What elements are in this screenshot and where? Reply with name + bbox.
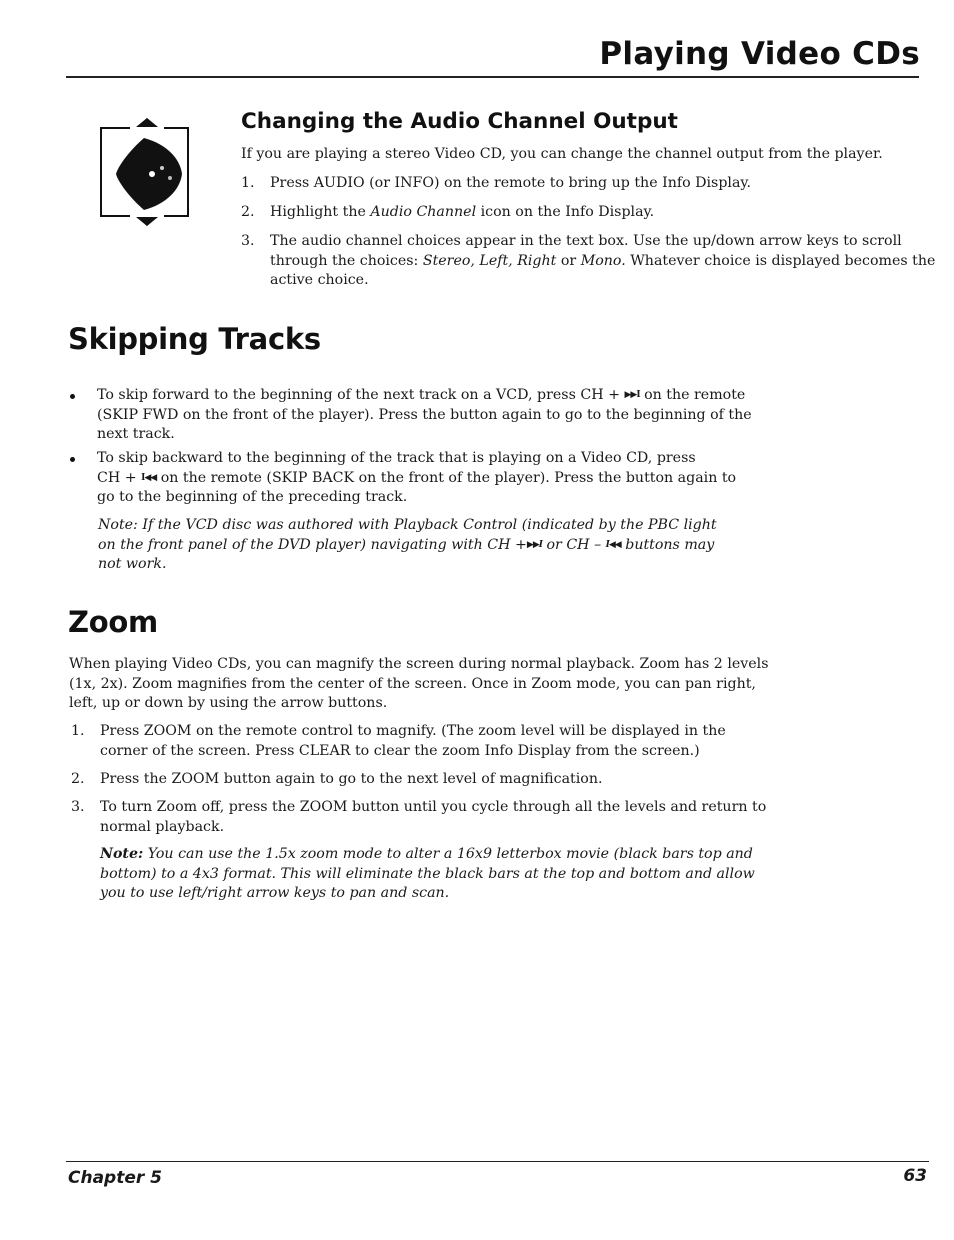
step-text: Highlight the [270, 204, 371, 220]
intro-line: When playing Video CDs, you can magnify the screen during normal playback. Zoom has 2 levels [69, 656, 769, 672]
step-text-line: The audio channel choices appear in the text box. Use the up/down arrow keys to scroll [270, 233, 902, 249]
audio-channel-term: Audio Channel [370, 204, 477, 220]
intro-line: (1x, 2x). Zoom magnifies from the center of the screen. Once in Zoom mode, you can pan right, [69, 675, 756, 692]
note-line: bottom) to a 4x3 format. This will eliminate the black bars at the top and bottom and allow [100, 865, 755, 882]
zoom-note [100, 845, 760, 904]
step-text-line: active choice. [270, 272, 369, 288]
bullet-text-line: To skip forward to the beginning of the next track on a VCD, press CH + ▶▶I on the remote [97, 387, 746, 403]
note-line: Note: You can use the 1.5x zoom mode to alter a 16x9 letterbox movie (black bars top and [100, 846, 753, 862]
step-text-line: Press ZOOM on the remote control to magnify. (The zoom level will be displayed in the [100, 723, 726, 739]
header-rule [66, 76, 919, 78]
step-text-line: To turn Zoom off, press the ZOOM button until you cycle through all the levels and return to [100, 799, 767, 815]
step-number: 1. [71, 723, 85, 739]
bullet-text-line: next track. [97, 426, 175, 442]
bullet-text-line: To skip backward to the beginning of the track that is playing on a Video CD, press [97, 450, 696, 466]
bullet-dot [70, 457, 75, 462]
step-number: 3. [241, 233, 255, 249]
footer-rule [66, 1161, 929, 1162]
note-line: on the front panel of the DVD player) navigating with CH +▶▶I or CH – I◀◀ buttons may [98, 536, 715, 553]
step-number: 2. [71, 771, 85, 787]
step-text-line: normal playback. [100, 818, 225, 835]
skip-back-icon: I◀◀ [605, 539, 621, 550]
step-number: 2. [241, 204, 255, 220]
footer-page-number: 63 [903, 1166, 927, 1186]
step-text-line: corner of the screen. Press CLEAR to clear the zoom Info Display from the screen.) [100, 742, 700, 759]
step-text-line: through the choices: Stereo, Left, Right or Mono. Whatever choice is displayed becomes the [270, 252, 936, 269]
skip-forward-icon: ▶▶I [624, 390, 640, 400]
page-header-title: Playing Video CDs [599, 36, 920, 72]
step-number: 1. [241, 175, 255, 191]
zoom-intro [69, 655, 769, 714]
step-number: 3. [71, 799, 85, 815]
audio-channel-icon [100, 116, 188, 216]
bullet-text-line: CH + I◀◀ on the remote (SKIP BACK on the front of the player). Press the button again to [97, 469, 737, 486]
step-text: icon on the Info Display. [476, 204, 655, 220]
section-heading-audio: Changing the Audio Channel Output [241, 109, 678, 134]
bullet-dot [70, 394, 75, 399]
note-line: Note: If the VCD disc was authored with Playback Control (indicated by the PBC light [98, 517, 717, 533]
section-heading-skipping: Skipping Tracks [68, 322, 321, 356]
skip-forward-icon: ▶▶I [526, 539, 542, 550]
note-line: not work. [98, 556, 167, 572]
intro-line: left, up or down by using the arrow buttons. [69, 695, 388, 711]
step-text-line: Press the ZOOM button again to go to the next level of magnification. [100, 771, 603, 787]
audio-intro: If you are playing a stereo Video CD, you can change the channel output from the player. [241, 146, 883, 162]
note-label: Note: [100, 846, 144, 862]
section-heading-zoom: Zoom [68, 605, 158, 639]
skip-note [98, 516, 738, 575]
note-line: you to use left/right arrow keys to pan and scan. [100, 885, 450, 901]
bullet-text-line: go to the beginning of the preceding track. [97, 489, 408, 505]
footer-chapter: Chapter 5 [68, 1168, 163, 1188]
step-text: Press AUDIO (or INFO) on the remote to bring up the Info Display. [270, 175, 752, 191]
bullet-text-line: (SKIP FWD on the front of the player). Press the button again to go to the beginning of the [97, 406, 752, 423]
skip-back-icon: I◀◀ [141, 472, 157, 483]
